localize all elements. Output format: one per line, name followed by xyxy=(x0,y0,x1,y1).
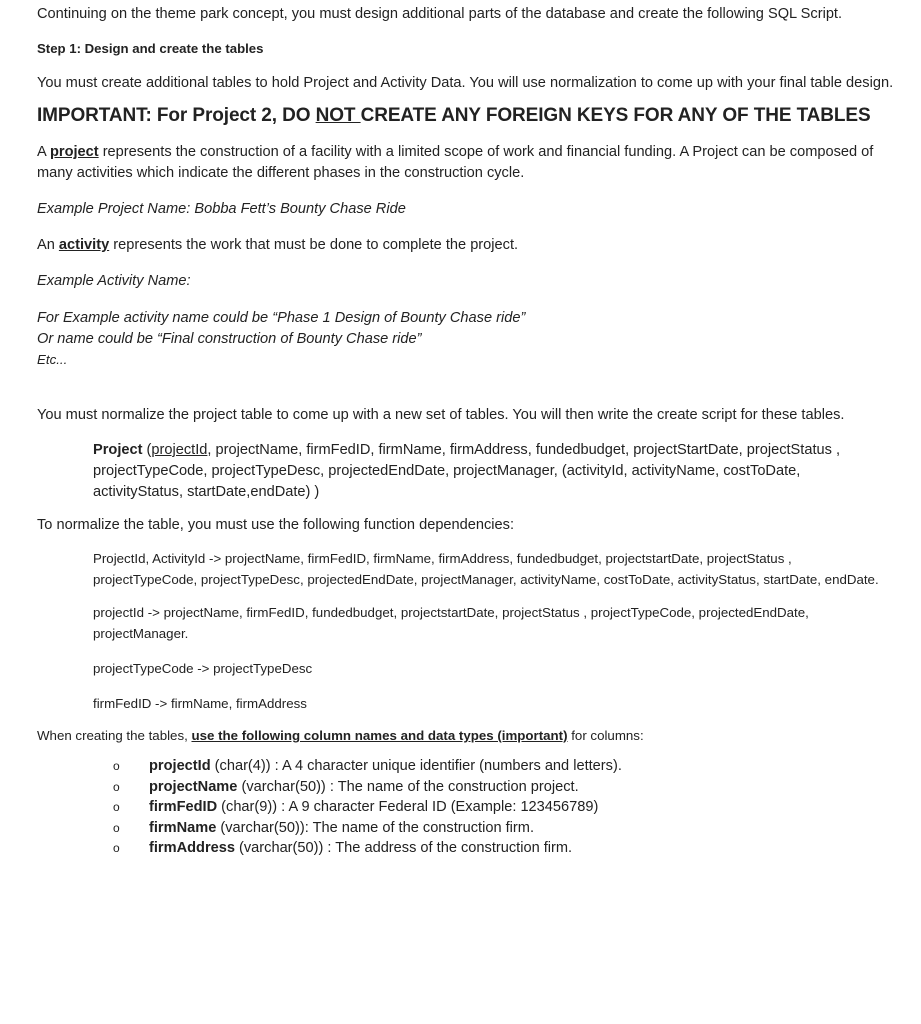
column-item xyxy=(113,838,897,859)
column-name: firmAddress xyxy=(149,840,235,856)
activity-def-prefix: An xyxy=(37,237,59,253)
columns-intro xyxy=(37,726,897,746)
column-desc: (char(4)) : A 4 character unique identifier (numbers and letters). xyxy=(210,758,622,774)
important-suffix: CREATE ANY FOREIGN KEYS FOR ANY OF THE TABLES xyxy=(360,105,871,126)
bullet-icon: o xyxy=(113,841,120,855)
column-desc: (varchar(50)): The name of the construction firm. xyxy=(216,819,534,836)
normalize-paragraph: You must normalize the project table to come up with a new set of tables. You will then write the create script for these tables. xyxy=(37,407,845,423)
bullet-icon: o xyxy=(113,759,120,773)
columns-intro-prefix: When creating the tables, xyxy=(37,728,192,743)
dependency-item: firmFedID -> firmName, firmAddress xyxy=(93,696,307,711)
fd-intro: To normalize the table, you must use the following function dependencies: xyxy=(37,517,515,533)
document-page xyxy=(37,4,897,859)
important-not: NOT xyxy=(315,105,361,126)
dependency-item: projectTypeCode -> projectTypeDesc xyxy=(93,661,313,676)
project-definition xyxy=(37,142,897,184)
column-item xyxy=(113,818,897,839)
step1-paragraph: You must create additional tables to hold Project and Activity Data. You will use normalization to come up with your final table design. xyxy=(37,75,894,91)
columns-intro-suffix: for columns: xyxy=(567,728,644,743)
important-notice xyxy=(37,104,897,128)
column-list xyxy=(113,756,897,859)
project-def-prefix: A xyxy=(37,144,50,160)
columns-intro-emph: use the following column names and data types (important) xyxy=(191,728,568,743)
example-activity-line3: Etc... xyxy=(37,352,68,367)
column-desc: (varchar(50)) : The address of the construction firm. xyxy=(234,840,573,856)
dependency-list xyxy=(93,548,893,714)
activity-definition xyxy=(37,235,897,256)
bullet-icon: o xyxy=(113,800,120,814)
column-item xyxy=(113,756,897,777)
example-activity-line1: For Example activity name could be “Phase 1 Design of Bounty Chase ride” xyxy=(37,310,526,326)
bullet-icon: o xyxy=(113,820,120,835)
column-item xyxy=(113,777,897,798)
example-activity-line2: Or name could be “Final construction of Bounty Chase ride” xyxy=(37,331,422,347)
example-activity-block xyxy=(37,308,897,370)
column-name: projectId xyxy=(149,758,211,774)
project-table-key: projectId xyxy=(151,442,208,458)
bullet-icon: o xyxy=(113,779,120,794)
project-table-rest: , projectName, firmFedID, firmName, firmAddress, fundedbudget, projectStartDate, projectStatus , projectTypeCode, projectTypeDesc, projectedEndDate, projectManager, (activityId, activityName, costToDate, activityStatus, startDate,endDate) ) xyxy=(93,442,841,500)
project-def-rest: represents the construction of a facility with a limited scope of work and financial funding. A Project can be composed of many activities which indicate the different phases in the construction cycle. xyxy=(37,144,874,181)
activity-term: activity xyxy=(58,237,110,253)
column-desc: (varchar(50)) : The name of the construction project. xyxy=(237,778,579,795)
important-prefix: IMPORTANT: For Project 2, DO xyxy=(37,105,316,126)
example-project-name: Example Project Name: Bobba Fett’s Bounty Chase Ride xyxy=(37,201,406,217)
column-name: firmName xyxy=(149,819,217,836)
dependency-item: ProjectId, ActivityId -> projectName, firmFedID, firmName, firmAddress, fundedbudget, projectstartDate, projectStatus , projectTypeCode, projectTypeDesc, projectedEndDate, projectManager, activityName, costToDate, activityStatus, startDate, endDate. xyxy=(93,551,879,587)
column-item xyxy=(113,797,897,818)
column-name: firmFedID xyxy=(149,799,218,815)
project-table-name: Project xyxy=(93,442,143,458)
intro-paragraph: Continuing on the theme park concept, you must design additional parts of the database and create the following SQL Script. xyxy=(37,6,843,22)
column-name: projectName xyxy=(149,778,238,795)
dependency-item: projectId -> projectName, firmFedID, fundedbudget, projectstartDate, projectStatus , projectTypeCode, projectedEndDate, projectManager. xyxy=(93,605,809,641)
column-desc: (char(9)) : A 9 character Federal ID (Example: 123456789) xyxy=(217,799,599,815)
step1-heading: Step 1: Design and create the tables xyxy=(37,41,264,56)
example-activity-label: Example Activity Name: xyxy=(37,273,191,289)
project-term: project xyxy=(49,144,99,160)
project-table-open: ( xyxy=(142,442,152,458)
activity-def-rest: represents the work that must be done to complete the project. xyxy=(109,237,519,253)
project-table-definition xyxy=(93,440,893,503)
